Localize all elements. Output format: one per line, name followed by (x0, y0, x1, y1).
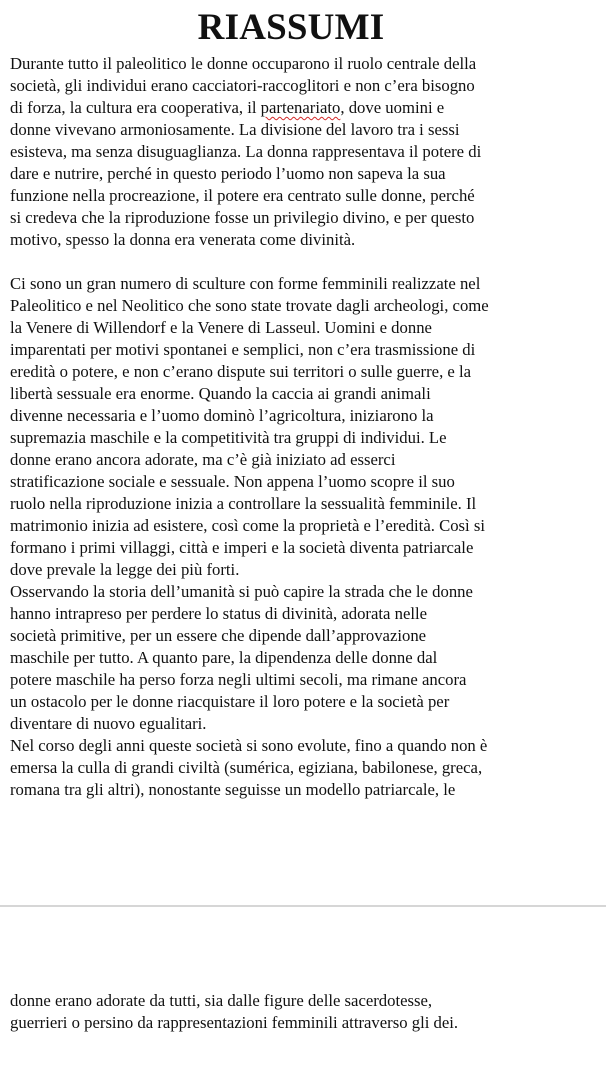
text-line: società, gli individui erano cacciatori-raccoglitori e non c’era bisogno (10, 76, 475, 95)
text-line: emersa la culla di grandi civiltà (sumérica, egiziana, babilonese, greca, (10, 758, 483, 777)
text-line: Durante tutto il paleolitico le donne occuparono il ruolo centrale della (10, 54, 477, 73)
text-line: un ostacolo per le donne riacquistare il loro potere e la società per (10, 692, 450, 711)
text-line: guerrieri o persino da rappresentazioni femminili attraverso gli dei. (10, 1013, 459, 1032)
paragraph-2 (10, 273, 600, 581)
document-title: RIASSUMI (197, 7, 385, 48)
text-line: matrimonio inizia ad esistere, così come la proprietà e l’eredità. Così si (10, 516, 485, 535)
paragraph-3 (10, 581, 600, 735)
text-line: Nel corso degli anni queste società si sono evolute, fino a quando non è (10, 736, 488, 755)
paragraph-spacer (10, 251, 600, 273)
text-line: ruolo nella riproduzione inizia a controllare la sessualità femminile. Il (10, 494, 477, 513)
text-line: donne erano adorate da tutti, sia dalle figure delle sacerdotesse, (10, 991, 433, 1010)
text-line: motivo, spesso la donna era venerata come divinità. (10, 230, 356, 249)
text-line: supremazia maschile e la competitività tra gruppi di individui. Le (10, 428, 447, 447)
text-line: diventare di nuovo egualitari. (10, 714, 207, 733)
text-line: romana tra gli altri), nonostante seguisse un modello patriarcale, le (10, 780, 456, 799)
text-line: divenne necessaria e l’uomo dominò l’agricoltura, iniziarono la (10, 406, 434, 425)
text-line: maschile per tutto. A quanto pare, la dipendenza delle donne dal (10, 648, 438, 667)
text-fragment: , dove uomini e (340, 98, 445, 117)
text-line: Paleolitico e nel Neolitico che sono state trovate dagli archeologi, come (10, 296, 489, 315)
page-divider (0, 905, 606, 907)
text-line: stratificazione sociale e sessuale. Non appena l’uomo scopre il suo (10, 472, 455, 491)
text-line: donne erano ancora adorate, ma c’è già iniziato ad esserci (10, 450, 396, 469)
text-line: si credeva che la riproduzione fosse un privilegio divino, e per questo (10, 208, 475, 227)
spellcheck-flagged-word[interactable]: partenariato (260, 98, 341, 117)
text-line: formano i primi villaggi, città e imperi e la società diventa patriarcale (10, 538, 474, 557)
text-line: donne vivevano armoniosamente. La divisione del lavoro tra i sessi (10, 120, 460, 139)
text-line: libertà sessuale era enorme. Quando la caccia ai grandi animali (10, 384, 431, 403)
text-line: Ci sono un gran numero di sculture con forme femminili realizzate nel (10, 274, 481, 293)
text-line (10, 97, 600, 119)
text-line: Osservando la storia dell’umanità si può capire la strada che le donne (10, 582, 473, 601)
paragraph-4 (10, 735, 600, 801)
document-body (10, 53, 600, 801)
text-line: dare e nutrire, perché in questo periodo l’uomo non sapeva la sua (10, 164, 446, 183)
text-fragment: di forza, la cultura era cooperativa, il (10, 98, 261, 117)
text-line: esisteva, ma senza disuguaglianza. La donna rappresentava il potere di (10, 142, 482, 161)
paragraph-1 (10, 53, 600, 251)
text-line: imparentati per motivi spontanei e semplici, non c’era trasmissione di (10, 340, 476, 359)
document-page-2 (10, 990, 600, 1034)
text-line: potere maschile ha perso forza negli ultimi secoli, ma rimane ancora (10, 670, 467, 689)
text-line: società primitive, per un essere che dipende dall’approvazione (10, 626, 427, 645)
text-line: la Venere di Willendorf e la Venere di Lasseul. Uomini e donne (10, 318, 432, 337)
text-line: funzione nella procreazione, il potere era centrato sulle donne, perché (10, 186, 475, 205)
text-line: dove prevale la legge dei più forti. (10, 560, 240, 579)
text-line: hanno intrapreso per perdere lo status di divinità, adorata nelle (10, 604, 428, 623)
text-line: eredità o potere, e non c’erano dispute sui territori o sulle guerre, e la (10, 362, 472, 381)
